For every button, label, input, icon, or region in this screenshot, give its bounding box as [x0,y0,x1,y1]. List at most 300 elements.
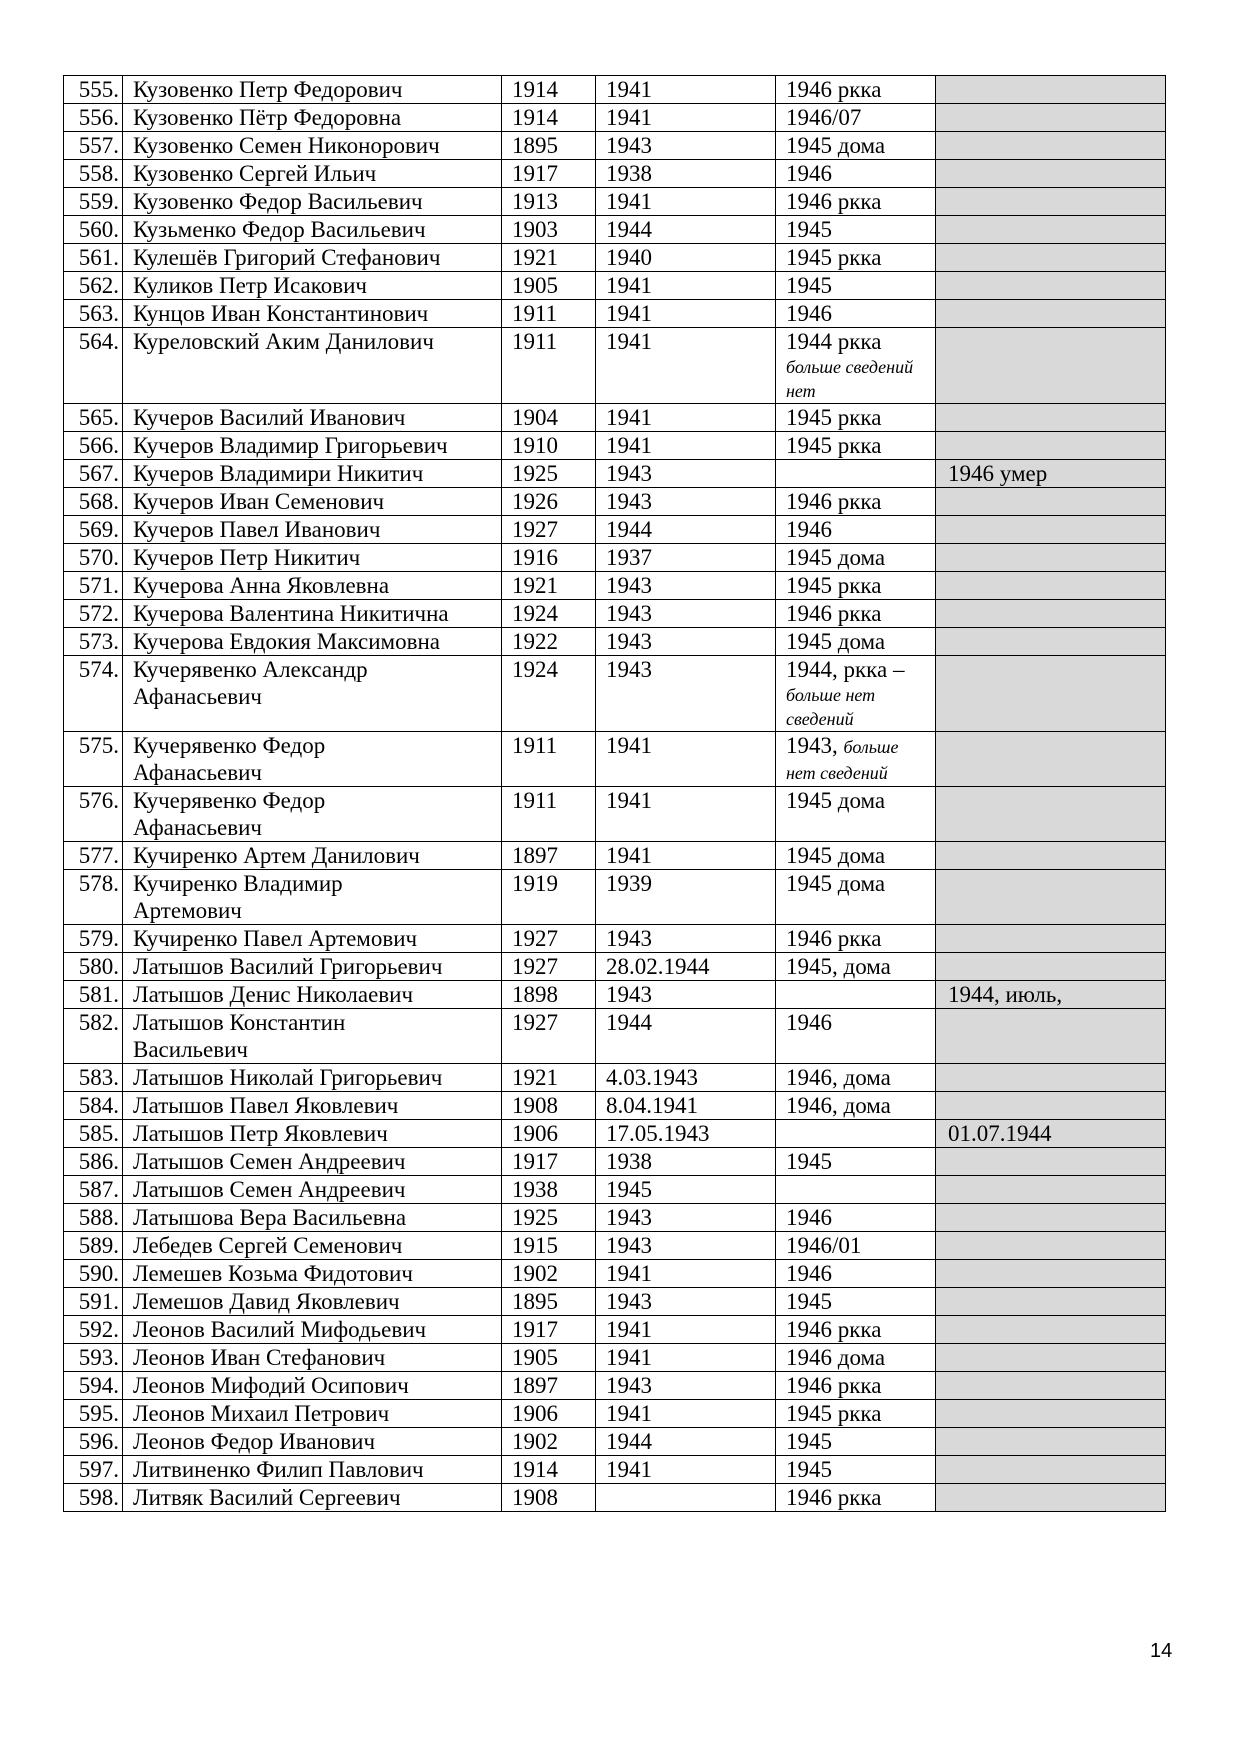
call-up-date: 28.02.1944 [596,953,776,981]
call-up-date: 1941 [596,1260,776,1288]
person-name-line: Кузьменко Федор Васильевич [133,217,426,242]
person-name [123,656,502,732]
person-name-line: Латышов Петр Яковлевич [133,1121,388,1146]
row-number: 556. [64,104,123,132]
death-info [936,1260,1166,1288]
row-number: 571. [64,572,123,600]
person-name [123,1120,502,1148]
death-info [936,272,1166,300]
return-value: 1945 дома [786,788,886,813]
return-info [776,488,936,516]
person-name [123,1344,502,1372]
death-info [936,1428,1166,1456]
person-name [123,1400,502,1428]
person-name-line: Латышов Денис Николаевич [133,982,414,1007]
call-up-date: 1943 [596,132,776,160]
table-row [64,1400,1166,1428]
birth-year: 1898 [502,981,596,1009]
birth-year: 1926 [502,488,596,516]
birth-year: 1895 [502,1288,596,1316]
person-name-line: Кузовенко Федор Васильевич [133,189,423,214]
death-info [936,216,1166,244]
death-info [936,1092,1166,1120]
birth-year: 1924 [502,656,596,732]
call-up-date: 1941 [596,842,776,870]
person-name-line: Кузовенко Семен Никонорович [133,133,440,158]
return-value: 1945 [786,1457,832,1482]
person-name-line: Кулешёв Григорий Стефанович [133,245,441,270]
death-info [936,953,1166,981]
row-number: 555. [64,76,123,104]
table-row [64,1120,1166,1148]
person-name-line: Куреловский Аким Данилович [133,329,434,354]
return-info [776,1092,936,1120]
birth-year: 1910 [502,432,596,460]
call-up-date: 1941 [596,732,776,787]
return-value: 1946 ркка [786,1485,882,1510]
death-info [936,404,1166,432]
birth-year: 1924 [502,600,596,628]
row-number: 584. [64,1092,123,1120]
return-note: нет сведений [786,763,888,783]
person-name [123,272,502,300]
call-up-date: 1937 [596,544,776,572]
table-row [64,1204,1166,1232]
table-row [64,1484,1166,1512]
return-value: 1944, ркка – [786,657,905,682]
return-value: 1946 ркка [786,1317,882,1342]
birth-year: 1927 [502,925,596,953]
table-row [64,104,1166,132]
person-name-line: Афанасьевич [133,760,263,785]
person-name [123,104,502,132]
death-info [936,132,1166,160]
person-name [123,628,502,656]
table-row [64,1232,1166,1260]
death-info [936,1316,1166,1344]
return-value: 1946 [786,301,832,326]
table-row [64,1344,1166,1372]
person-name-line: Куликов Петр Исакович [133,273,367,298]
table-row [64,1064,1166,1092]
person-name-line: Кузовенко Пётр Федоровна [133,105,402,130]
call-up-date: 1943 [596,1288,776,1316]
person-name [123,1009,502,1064]
return-value: 1945 ркка [786,1401,882,1426]
person-name-line: Лемешов Давид Яковлевич [133,1289,400,1314]
return-info [776,1288,936,1316]
call-up-date: 8.04.1941 [596,1092,776,1120]
death-info [936,1064,1166,1092]
person-name-line: Латышов Семен Андреевич [133,1177,406,1202]
table-row [64,432,1166,460]
return-info [776,1484,936,1512]
row-number: 574. [64,656,123,732]
table-row [64,1428,1166,1456]
call-up-date: 1941 [596,1400,776,1428]
birth-year: 1902 [502,1428,596,1456]
call-up-date: 1943 [596,572,776,600]
return-value: 1945 [786,1149,832,1174]
person-name-line: Афанасьевич [133,815,263,840]
death-value: 1946 умер [948,461,1048,486]
person-name [123,1484,502,1512]
return-info [776,104,936,132]
return-value: 1945 дома [786,629,886,654]
return-info [776,1456,936,1484]
call-up-date: 1941 [596,300,776,328]
death-info [936,925,1166,953]
return-value: 1946 [786,1010,832,1035]
birth-year: 1925 [502,1204,596,1232]
person-name-line: Кузовенко Сергей Ильич [133,161,377,186]
table-row [64,1260,1166,1288]
return-info [776,1372,936,1400]
return-value: 1946 ркка [786,77,882,102]
person-name-line: Кучерявенко Федор [133,788,326,813]
return-info [776,544,936,572]
table-row [64,1092,1166,1120]
table-row [64,328,1166,404]
return-info [776,460,936,488]
return-info [776,656,936,732]
person-name [123,460,502,488]
person-name [123,516,502,544]
call-up-date: 1943 [596,460,776,488]
call-up-date: 1941 [596,1344,776,1372]
return-info [776,1428,936,1456]
row-number: 585. [64,1120,123,1148]
birth-year: 1913 [502,188,596,216]
return-info [776,516,936,544]
death-info [936,1484,1166,1512]
call-up-date: 1941 [596,328,776,404]
row-number: 558. [64,160,123,188]
death-info [936,1372,1166,1400]
table-row [64,656,1166,732]
person-name [123,600,502,628]
row-number: 590. [64,1260,123,1288]
person-name-line: Кучеров Владимири Никитич [133,461,424,486]
return-info [776,188,936,216]
row-number: 576. [64,787,123,842]
return-value: 1946 ркка [786,489,882,514]
death-info [936,432,1166,460]
return-info [776,1344,936,1372]
person-name-line: Кучеров Петр Никитич [133,545,361,570]
death-info [936,1120,1166,1148]
return-value: 1945 ркка [786,573,882,598]
row-number: 557. [64,132,123,160]
table-row [64,76,1166,104]
table-row [64,516,1166,544]
person-name [123,1064,502,1092]
birth-year: 1925 [502,460,596,488]
return-note-inline: больше [843,737,899,757]
birth-year: 1915 [502,1232,596,1260]
death-info [936,1344,1166,1372]
return-info [776,732,936,787]
return-info [776,1400,936,1428]
birth-year: 1927 [502,1009,596,1064]
row-number: 586. [64,1148,123,1176]
return-value: 1946 [786,517,832,542]
row-number: 592. [64,1316,123,1344]
call-up-date: 1943 [596,925,776,953]
person-name-line: Кучерявенко Александр [133,657,368,682]
death-info [936,1204,1166,1232]
row-number: 563. [64,300,123,328]
birth-year: 1906 [502,1400,596,1428]
return-info [776,272,936,300]
call-up-date: 1943 [596,1232,776,1260]
return-value: 1946 ркка [786,601,882,626]
return-info [776,404,936,432]
table-row [64,244,1166,272]
row-number: 589. [64,1232,123,1260]
person-name [123,1372,502,1400]
table-row [64,1009,1166,1064]
return-info [776,1316,936,1344]
call-up-date: 1941 [596,1316,776,1344]
birth-year: 1905 [502,272,596,300]
call-up-date: 1944 [596,216,776,244]
return-info [776,628,936,656]
table-row [64,160,1166,188]
person-name [123,925,502,953]
row-number: 588. [64,1204,123,1232]
birth-year: 1914 [502,1456,596,1484]
call-up-date: 1943 [596,600,776,628]
person-name [123,160,502,188]
row-number: 573. [64,628,123,656]
birth-year: 1914 [502,104,596,132]
return-info [776,1148,936,1176]
death-info [936,516,1166,544]
return-info [776,1176,936,1204]
call-up-date: 1941 [596,404,776,432]
death-info [936,842,1166,870]
table-row [64,488,1166,516]
person-name-line: Латышов Семен Андреевич [133,1149,406,1174]
table-row [64,870,1166,925]
row-number: 572. [64,600,123,628]
death-info [936,787,1166,842]
return-value: 1945 [786,273,832,298]
table-row [64,300,1166,328]
person-name-line: Кучиренко Артем Данилович [133,843,420,868]
veterans-table-body [64,76,1166,1512]
call-up-date: 4.03.1943 [596,1064,776,1092]
call-up-date: 1941 [596,1456,776,1484]
row-number: 583. [64,1064,123,1092]
call-up-date: 1941 [596,188,776,216]
table-row [64,188,1166,216]
person-name [123,1176,502,1204]
return-note: больше нет сведений [786,685,876,729]
death-info [936,544,1166,572]
row-number: 595. [64,1400,123,1428]
person-name-line: Латышов Николай Григорьевич [133,1065,443,1090]
return-value: 1945 дома [786,545,886,570]
row-number: 591. [64,1288,123,1316]
death-info [936,981,1166,1009]
person-name [123,404,502,432]
person-name-line: Кучиренко Владимир [133,871,343,896]
return-info [776,328,936,404]
return-value: 1946, дома [786,1093,891,1118]
row-number: 581. [64,981,123,1009]
death-info [936,300,1166,328]
person-name-line: Латышов Павел Яковлевич [133,1093,399,1118]
row-number: 579. [64,925,123,953]
row-number: 561. [64,244,123,272]
person-name-line: Латышова Вера Васильевна [133,1205,407,1230]
person-name [123,132,502,160]
table-row [64,132,1166,160]
row-number: 560. [64,216,123,244]
return-info [776,953,936,981]
person-name [123,953,502,981]
call-up-date: 1944 [596,516,776,544]
return-value: 1945 дома [786,843,886,868]
person-name-line: Кучерова Валентина Никитична [133,601,449,626]
return-info [776,787,936,842]
person-name-line: Кучеров Владимир Григорьевич [133,433,448,458]
person-name-line: Леонов Мифодий Осипович [133,1373,409,1398]
birth-year: 1904 [502,404,596,432]
return-value: 1945 ркка [786,405,882,430]
return-info [776,432,936,460]
birth-year: 1927 [502,953,596,981]
return-value: 1945 [786,1289,832,1314]
person-name-line: Артемович [133,898,242,923]
person-name [123,300,502,328]
person-name [123,1288,502,1316]
death-info [936,104,1166,132]
return-info [776,1232,936,1260]
person-name [123,1316,502,1344]
veterans-table [63,75,1166,1512]
person-name [123,188,502,216]
person-name [123,1232,502,1260]
row-number: 568. [64,488,123,516]
return-value: 1944 ркка [786,329,882,354]
person-name-line: Леонов Иван Стефанович [133,1345,386,1370]
row-number: 575. [64,732,123,787]
table-row [64,628,1166,656]
row-number: 580. [64,953,123,981]
person-name [123,544,502,572]
person-name [123,981,502,1009]
person-name [123,1456,502,1484]
person-name-line: Латышов Константин [133,1010,346,1035]
person-name-line: Васильевич [133,1037,248,1062]
row-number: 570. [64,544,123,572]
death-info [936,160,1166,188]
person-name-line: Кучеров Павел Иванович [133,517,381,542]
person-name [123,870,502,925]
person-name-line: Кунцов Иван Константинович [133,301,429,326]
return-info [776,1260,936,1288]
return-info [776,1064,936,1092]
return-info [776,1120,936,1148]
person-name [123,432,502,460]
page-number: 14 [1150,1640,1173,1662]
return-info [776,216,936,244]
return-value: 1946 ркка [786,1373,882,1398]
table-row [64,953,1166,981]
table-row [64,925,1166,953]
death-info [936,460,1166,488]
person-name [123,244,502,272]
return-info [776,842,936,870]
person-name-line: Кучерова Евдокия Максимовна [133,629,440,654]
death-info [936,488,1166,516]
return-value: 1946/07 [786,105,862,130]
return-value: 1945 ркка [786,245,882,270]
return-value: 1945, дома [786,954,891,979]
return-value: 1945 дома [786,133,886,158]
person-name-line: Кузовенко Петр Федорович [133,77,403,102]
table-row [64,544,1166,572]
row-number: 564. [64,328,123,404]
call-up-date: 1945 [596,1176,776,1204]
death-value: 1944, июль, [948,982,1063,1007]
person-name [123,1092,502,1120]
person-name-line: Кучиренко Павел Артемович [133,926,418,951]
person-name-line: Лемешев Козьма Фидотович [133,1261,413,1286]
table-row [64,404,1166,432]
person-name [123,842,502,870]
death-info [936,1456,1166,1484]
person-name-line: Лебедев Сергей Семенович [133,1233,403,1258]
return-value: 1945 [786,217,832,242]
row-number: 569. [64,516,123,544]
row-number: 559. [64,188,123,216]
return-value: 1946 дома [786,1345,886,1370]
row-number: 565. [64,404,123,432]
birth-year: 1938 [502,1176,596,1204]
table-row [64,600,1166,628]
row-number: 597. [64,1456,123,1484]
birth-year: 1911 [502,300,596,328]
table-row [64,460,1166,488]
return-note: больше сведений нет [786,357,914,401]
person-name [123,1428,502,1456]
return-info [776,1009,936,1064]
death-info [936,1232,1166,1260]
row-number: 598. [64,1484,123,1512]
birth-year: 1897 [502,1372,596,1400]
table-row [64,272,1166,300]
return-info [776,600,936,628]
birth-year: 1911 [502,328,596,404]
table-row [64,732,1166,787]
return-info [776,132,936,160]
call-up-date: 1938 [596,1148,776,1176]
return-value: 1946/01 [786,1233,862,1258]
birth-year: 1897 [502,842,596,870]
person-name [123,76,502,104]
death-info [936,244,1166,272]
row-number: 593. [64,1344,123,1372]
death-info [936,1288,1166,1316]
person-name-line: Латышов Василий Григорьевич [133,954,443,979]
table-row [64,842,1166,870]
death-info [936,628,1166,656]
call-up-date: 1941 [596,104,776,132]
